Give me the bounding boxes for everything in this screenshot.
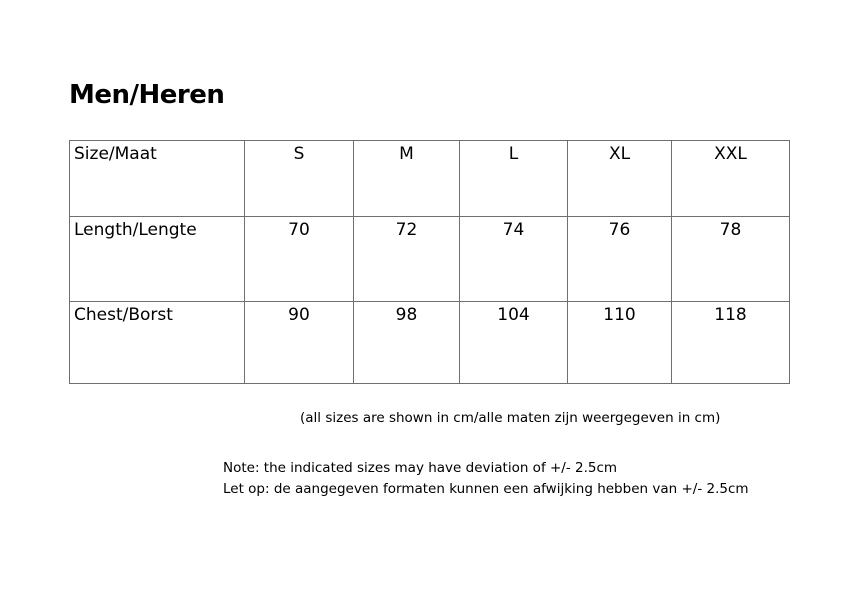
header-cell-xl: XL <box>568 141 672 217</box>
table-row-chest <box>70 302 790 384</box>
header-cell-xxl: XXL <box>672 141 790 217</box>
length-value-s: 70 <box>245 217 354 302</box>
page-title: Men/Heren <box>69 80 225 110</box>
table-row-length <box>70 217 790 302</box>
deviation-note <box>223 458 749 500</box>
table-header-row <box>70 141 790 217</box>
chest-value-m: 98 <box>354 302 460 384</box>
deviation-note-english: Note: the indicated sizes may have deviation of +/- 2.5cm <box>223 460 618 476</box>
row-label-length: Length/Lengte <box>70 217 245 302</box>
units-note: (all sizes are shown in cm/alle maten zijn weergegeven in cm) <box>300 410 721 426</box>
size-chart-table <box>69 140 790 384</box>
header-cell-m: M <box>354 141 460 217</box>
chest-value-xxl: 118 <box>672 302 790 384</box>
row-label-chest: Chest/Borst <box>70 302 245 384</box>
chest-value-xl: 110 <box>568 302 672 384</box>
chest-value-l: 104 <box>460 302 568 384</box>
length-value-xl: 76 <box>568 217 672 302</box>
deviation-note-dutch: Let op: de aangegeven formaten kunnen een afwijking hebben van +/- 2.5cm <box>223 481 749 497</box>
length-value-l: 74 <box>460 217 568 302</box>
length-value-m: 72 <box>354 217 460 302</box>
length-value-xxl: 78 <box>672 217 790 302</box>
chest-value-s: 90 <box>245 302 354 384</box>
header-cell-size: Size/Maat <box>70 141 245 217</box>
header-cell-l: L <box>460 141 568 217</box>
header-cell-s: S <box>245 141 354 217</box>
